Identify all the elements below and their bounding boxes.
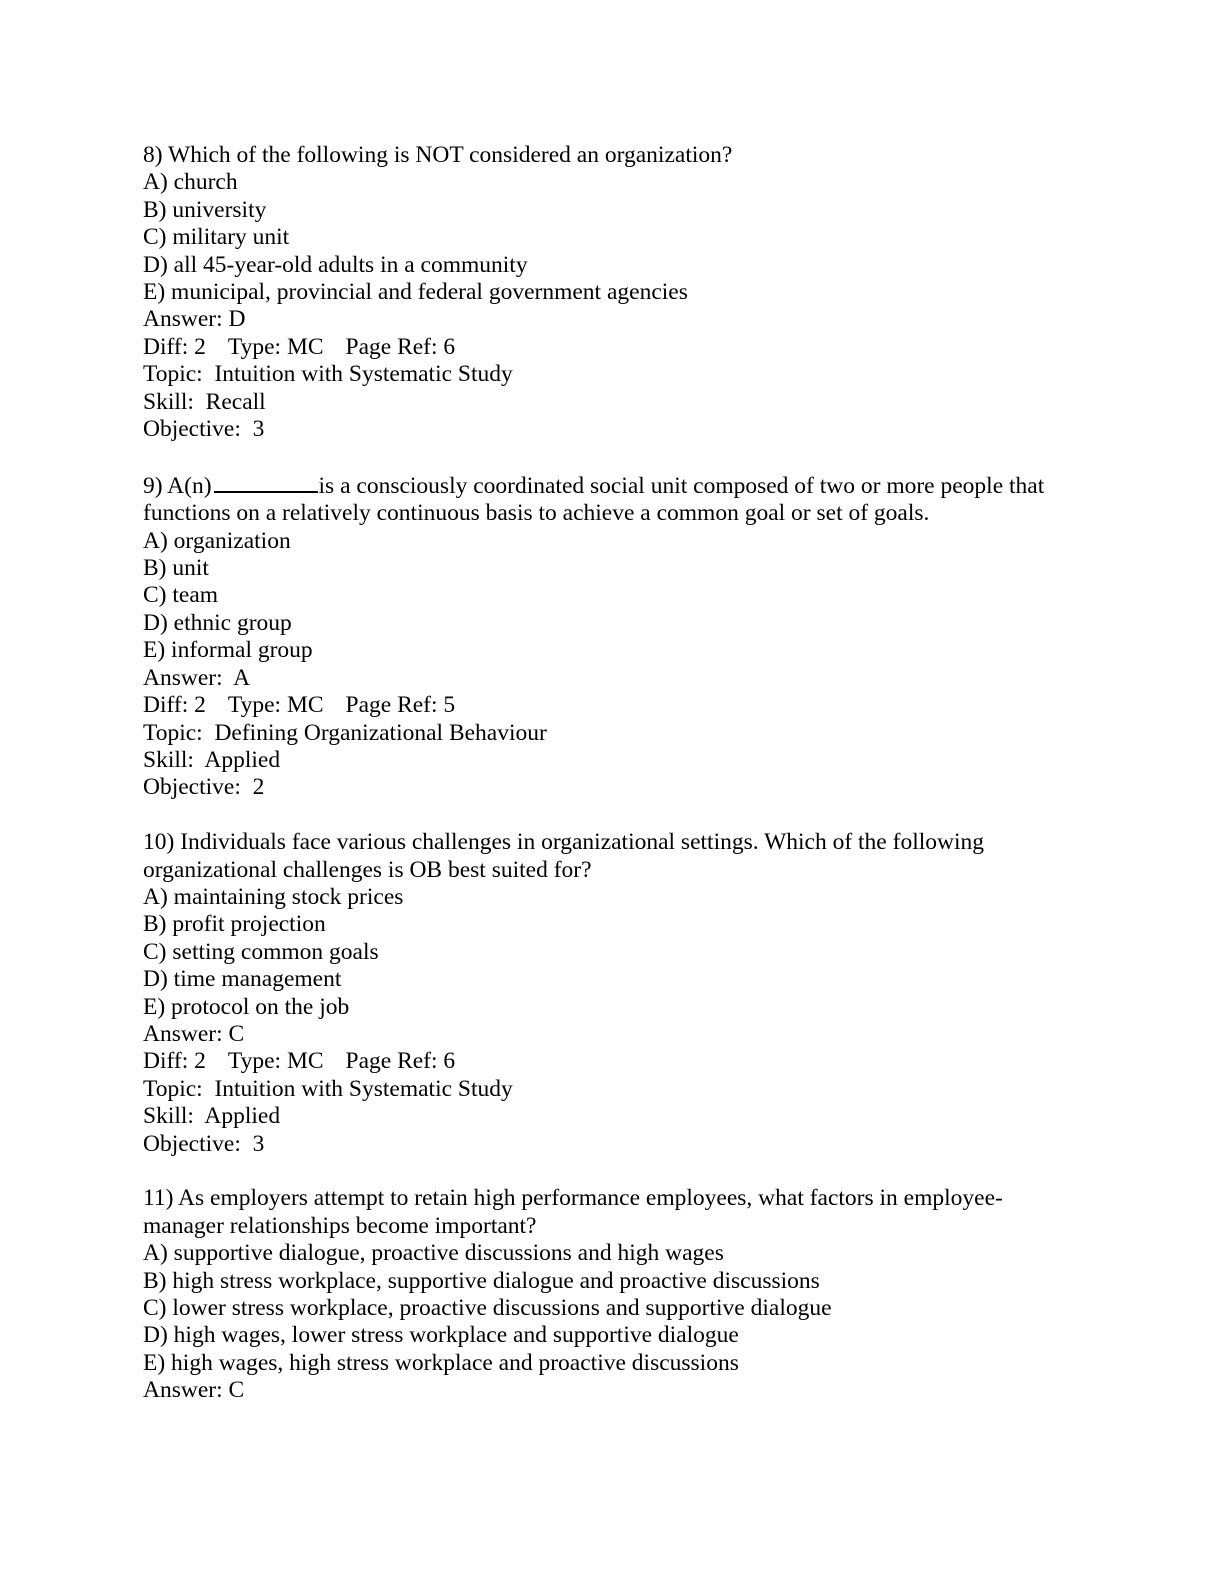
topic: Topic: Intuition with Systematic Study: [143, 361, 513, 388]
question-stem: 10) Individuals face various challenges in organizational settings. Which of the following organizational challenges is OB best suited for?: [143, 829, 984, 883]
option-d: D) high wages, lower stress workplace and supportive dialogue: [143, 1322, 739, 1349]
objective: Objective: 2: [143, 774, 265, 801]
diff: Diff: 2: [143, 692, 206, 719]
page-ref: Page Ref: 6: [345, 333, 456, 360]
objective: Objective: 3: [143, 416, 265, 443]
fill-in-blank: [214, 471, 318, 493]
question-stem: 11) As employers attempt to retain high performance employees, what factors in employee-manager relationships become important?: [143, 1185, 1003, 1239]
stem-after-blank: is a consciously coordinated social unit composed of two or more people that functions on a relatively continuous basis to achieve a common goal or set of goals.: [143, 472, 1045, 527]
objective: Objective: 3: [143, 1130, 265, 1157]
option-e: E) high wages, high stress workplace and proactive discussions: [143, 1349, 739, 1376]
answer: Answer: D: [143, 306, 246, 333]
skill: Skill: Recall: [143, 388, 266, 415]
option-a: A) maintaining stock prices: [143, 883, 404, 910]
type: Type: MC: [227, 1048, 324, 1075]
answer: Answer: C: [143, 1020, 245, 1047]
diff: Diff: 2: [143, 1048, 206, 1075]
diff: Diff: 2: [143, 333, 206, 360]
question-11: [143, 1185, 1083, 1404]
skill: Skill: Applied: [143, 746, 281, 773]
option-e: E) protocol on the job: [143, 993, 350, 1020]
meta-line: [143, 1048, 1083, 1075]
stem-before-blank: 9) A(n): [143, 472, 212, 499]
option-b: B) unit: [143, 555, 209, 582]
option-e: E) informal group: [143, 637, 313, 664]
meta-line: [143, 692, 1083, 719]
question-8: [143, 142, 1083, 443]
option-d: D) all 45-year-old adults in a community: [143, 251, 528, 278]
question-stem: [143, 471, 1083, 528]
page-ref: Page Ref: 6: [345, 1048, 456, 1075]
option-d: D) time management: [143, 966, 342, 993]
option-d: D) ethnic group: [143, 609, 292, 636]
option-c: C) setting common goals: [143, 938, 379, 965]
option-b: B) high stress workplace, supportive dialogue and proactive discussions: [143, 1267, 820, 1294]
topic: Topic: Intuition with Systematic Study: [143, 1075, 513, 1102]
question-9: [143, 471, 1083, 802]
option-b: B) university: [143, 196, 267, 223]
option-a: A) organization: [143, 527, 291, 554]
option-a: A) church: [143, 169, 238, 196]
question-10: [143, 829, 1083, 1158]
meta-line: [143, 334, 1083, 361]
option-c: C) lower stress workplace, proactive discussions and supportive dialogue: [143, 1295, 832, 1322]
option-a: A) supportive dialogue, proactive discussions and high wages: [143, 1240, 724, 1267]
option-b: B) profit projection: [143, 911, 326, 938]
page-ref: Page Ref: 5: [345, 692, 456, 719]
type: Type: MC: [227, 692, 324, 719]
document-page: [143, 142, 1083, 1405]
type: Type: MC: [227, 333, 324, 360]
option-c: C) team: [143, 582, 219, 609]
option-e: E) municipal, provincial and federal government agencies: [143, 279, 688, 306]
answer: Answer: A: [143, 664, 251, 691]
skill: Skill: Applied: [143, 1103, 281, 1130]
question-stem: 8) Which of the following is NOT considered an organization?: [143, 142, 733, 168]
answer: Answer: C: [143, 1377, 245, 1404]
option-c: C) military unit: [143, 224, 290, 251]
topic: Topic: Defining Organizational Behaviour: [143, 719, 547, 746]
